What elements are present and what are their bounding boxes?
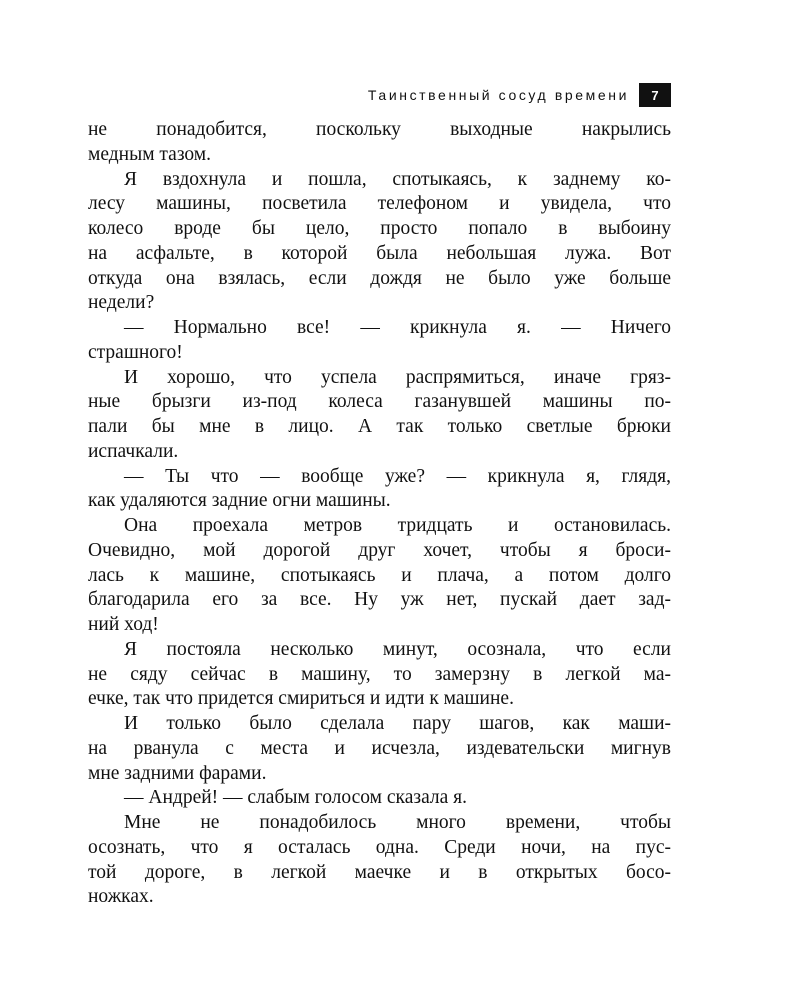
text-line: лась к машине, спотыкаясь и плача, а потом долго (88, 564, 671, 586)
text-line: Она проехала метров тридцать и остановилась. (124, 515, 671, 536)
text-line: И хорошо, что успела распрямиться, иначе гряз- (124, 366, 671, 388)
text-line: не понадобится, поскольку выходные накрылись (88, 119, 671, 140)
text-line: медным тазом. (88, 143, 212, 165)
text-line: благодарила его за все. Ну уж нет, пускай дает зад- (88, 589, 671, 611)
text-line: Мне не понадобилось много времени, чтобы (124, 812, 671, 833)
text-line: как удаляются задние огни машины. (88, 490, 391, 512)
body-text (88, 118, 671, 910)
text-line: откуда она взялась, если дождя не было уже больше (88, 267, 671, 289)
text-line: колесо вроде бы цело, просто попало в выбоину (88, 218, 671, 239)
text-line: — Нормально все! — крикнула я. — Ничего (124, 317, 671, 338)
text-line: — Ты что — вообще уже? — крикнула я, глядя, (124, 465, 671, 487)
text-line: осознать, что я осталась одна. Среди ночи, на пус- (88, 836, 671, 858)
text-line: на рванула с места и исчезла, издевательски мигнув (88, 737, 671, 759)
text-line: Я вздохнула и пошла, спотыкаясь, к заднему ко- (124, 168, 671, 190)
text-line: ечке, так что придется смириться и идти к машине. (88, 688, 514, 710)
text-line: И только было сделала пару шагов, как маши- (124, 713, 671, 734)
text-line: недели? (88, 292, 155, 314)
text-line: — Андрей! — слабым голосом сказала я. (124, 787, 468, 809)
running-header (88, 83, 671, 107)
text-line: ний ход! (88, 614, 159, 635)
book-title: Таинственный сосуд времени (367, 87, 629, 103)
text-line: испачкали. (88, 440, 179, 462)
text-line: не сяду сейчас в машину, то замерзну в легкой ма- (88, 663, 671, 685)
text-line: страшного! (88, 341, 183, 363)
page-number: 7 (639, 83, 671, 107)
text-line: той дороге, в легкой маечке и в открытых босо- (88, 861, 671, 883)
text-line: Я постояла несколько минут, осознала, что если (124, 638, 671, 660)
text-line: лесу машины, посветила телефоном и увидела, что (88, 193, 671, 215)
text-line: ножках. (88, 886, 154, 908)
text-line: ные брызги из-под колеса газанувшей машины по- (88, 391, 671, 413)
text-line: Очевидно, мой дорогой друг хочет, чтобы я броси- (88, 539, 671, 561)
text-line: на асфальте, в которой была небольшая лужа. Вот (88, 242, 671, 264)
text-line: пали бы мне в лицо. А так только светлые брюки (88, 416, 671, 437)
text-line: мне задними фарами. (88, 762, 267, 784)
